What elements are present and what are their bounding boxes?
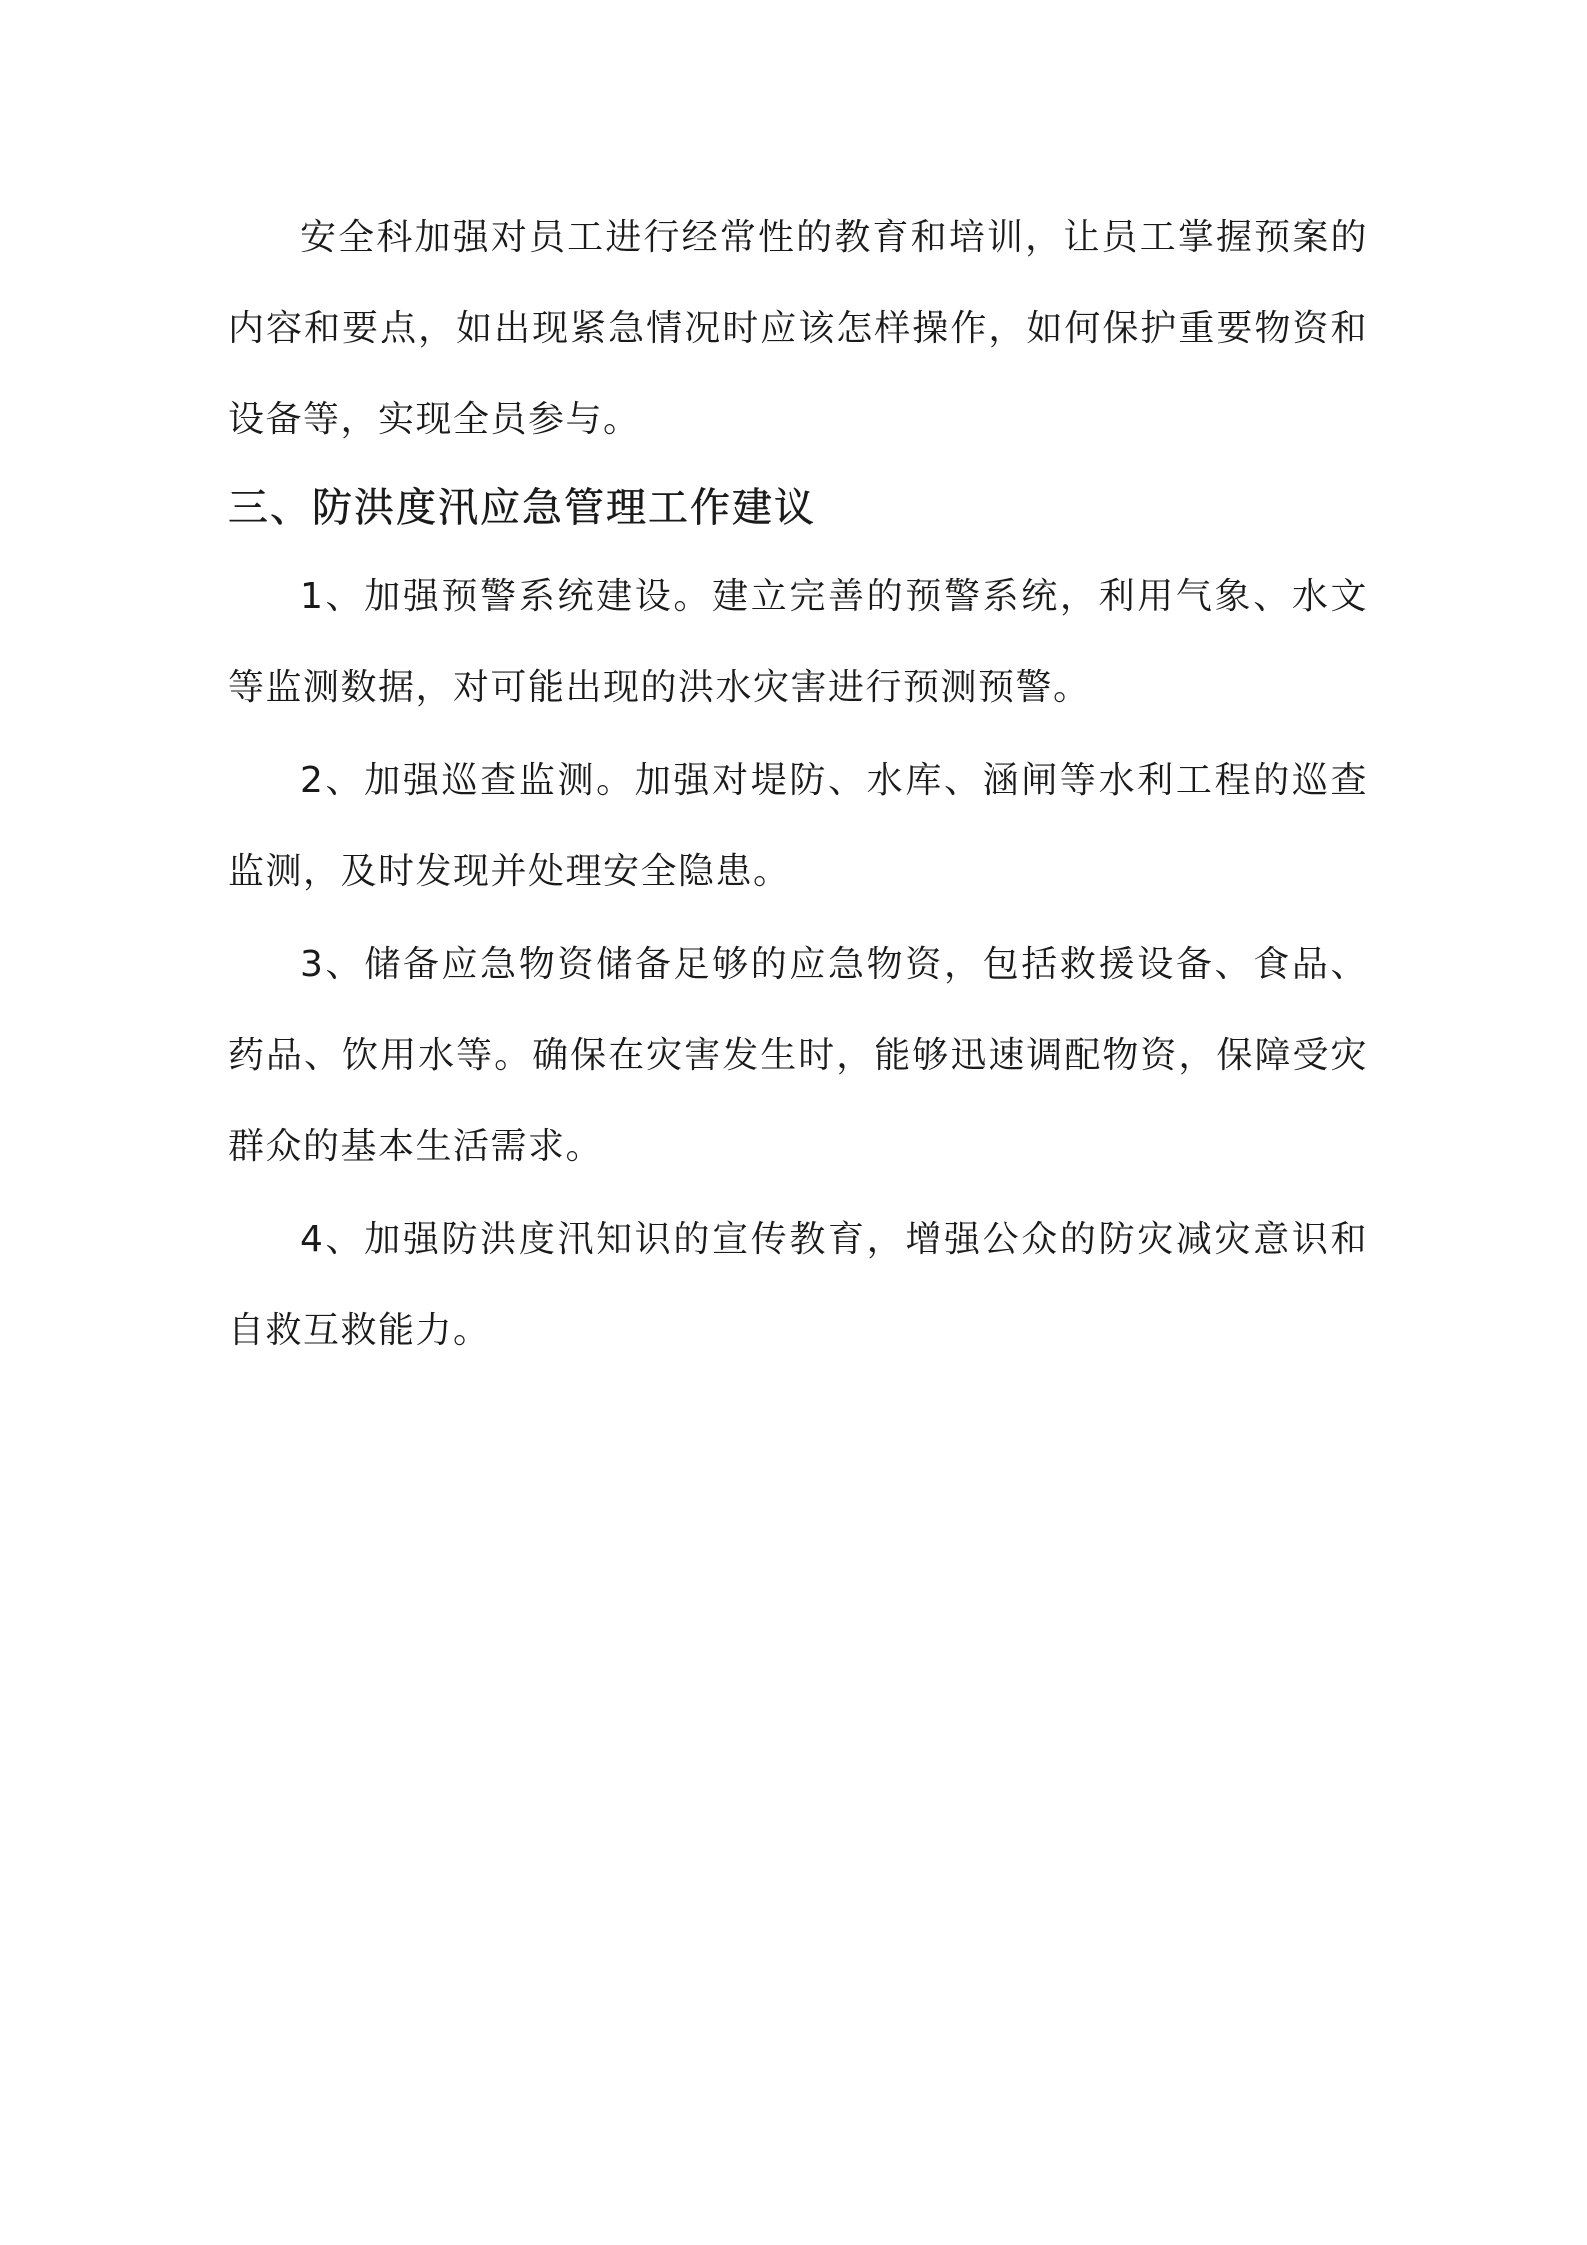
section-heading: 三、防洪度汛应急管理工作建议 [228, 485, 816, 531]
document-body [228, 192, 1368, 1376]
recommendation-item-3: 3、储备应急物资储备足够的应急物资，包括救援设备、食品、药品、饮用水等。确保在灾害发生时，能够迅速调配物资，保障受灾群众的基本生活需求。 [228, 944, 1368, 1167]
intro-paragraph: 安全科加强对员工进行经常性的教育和培训，让员工掌握预案的内容和要点，如出现紧急情况时应该怎样操作，如何保护重要物资和设备等，实现全员参与。 [228, 217, 1368, 440]
recommendation-item-1: 1、加强预警系统建设。建立完善的预警系统，利用气象、水文等监测数据，对可能出现的洪水灾害进行预测预警。 [228, 576, 1368, 708]
recommendation-item-2: 2、加强巡查监测。加强对堤防、水库、涵闸等水利工程的巡查监测，及时发现并处理安全隐患。 [228, 760, 1368, 892]
recommendation-item-4: 4、加强防洪度汛知识的宣传教育，增强公众的防灾减灾意识和自救互救能力。 [228, 1219, 1368, 1351]
